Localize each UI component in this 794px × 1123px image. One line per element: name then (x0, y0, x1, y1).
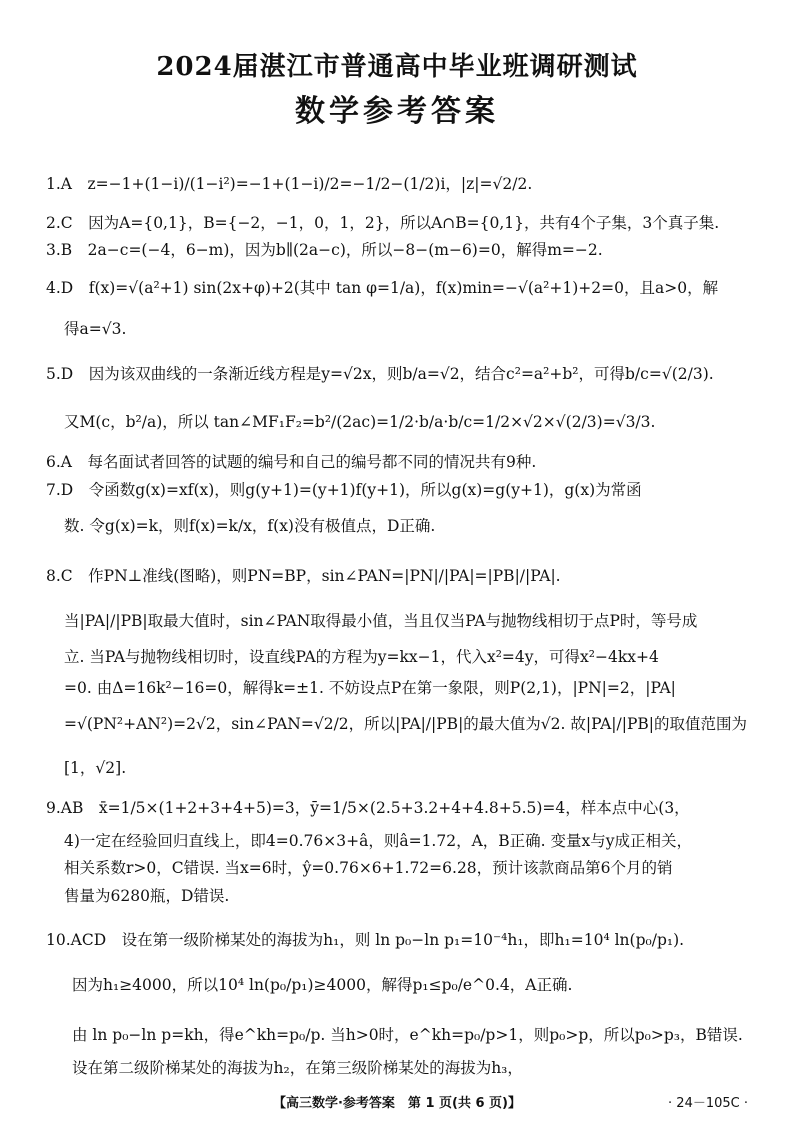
answer-line-1: 1.A z=−1+(1−i)/(1−i²)=−1+(1−i)/2=−1/2−(1/2)i，|z|=√2/2. (46, 175, 533, 193)
answer-line-16: [1，√2]. (64, 759, 127, 777)
answer-line-23: 由 ln p₀−ln p=kh，得e^kh=p₀/p. 当h>0时，e^kh=p₀/p>1，则p₀>p，所以p₀>p₃，B错误. (72, 1026, 743, 1044)
answer-line-21: 10.ACD 设在第一级阶梯某处的海拔为h₁，则 ln p₀−ln p₁=10⁻⁴h₁，即h₁=10⁴ ln(p₀/p₁). (46, 931, 685, 949)
answer-line-8: 6.A 每名面试者回答的试题的编号和自己的编号都不同的情况共有9种. (46, 453, 537, 471)
answer-line-15: =√(PN²+AN²)=2√2，sin∠PAN=√2/2，所以|PA|/|PB|的最大值为√2. 故|PA|/|PB|的取值范围为 (64, 715, 748, 733)
answer-line-19: 相关系数r>0，C错误. 当x=6时，ŷ=0.76×6+1.72=6.28，预计该款商品第6个月的销 (64, 859, 673, 877)
answer-line-3: 3.B 2a−c=(−4，6−m)，因为b∥(2a−c)，所以−8−(m−6)=0，解得m=−2. (46, 241, 603, 259)
answer-line-22: 因为h₁≥4000，所以10⁴ ln(p₀/p₁)≥4000，解得p₁≤p₀/e^0.4，A正确. (72, 976, 573, 994)
page-footer (0, 1092, 794, 1114)
answer-line-2: 2.C 因为A={0,1}，B={−2，−1，0，1，2}，所以A∩B={0,1}，共有4个子集，3个真子集. (46, 214, 720, 232)
answer-line-17: 9.AB x̄=1/5×(1+2+3+4+5)=3，ȳ=1/5×(2.5+3.2+4+4.8+5.5)=4，样本点中心(3， (46, 799, 690, 817)
document-title: 2024届湛江市普通高中毕业班调研测试 (156, 52, 638, 82)
answer-line-20: 售量为6280瓶，D错误. (64, 887, 230, 905)
answer-line-4: 4.D f(x)=√(a²+1) sin(2x+φ)+2(其中 tan φ=1/a)，f(x)min=−√(a²+1)+2=0，且a>0，解 (46, 279, 719, 297)
footer-code: · 24－105C · (668, 1096, 748, 1111)
answer-line-6: 5.D 因为该双曲线的一条渐近线方程是y=√2x，则b/a=√2，结合c²=a²+b²，可得b/c=√(2/3). (46, 365, 714, 383)
answer-line-12: 当|PA|/|PB|取最大值时，sin∠PAN取得最小值，当且仅当PA与抛物线相切于点P时，等号成 (64, 612, 698, 630)
answer-line-24: 设在第二级阶梯某处的海拔为h₂，在第三级阶梯某处的海拔为h₃， (72, 1059, 523, 1077)
answer-line-10: 数. 令g(x)=k，则f(x)=k/x，f(x)没有极值点，D正确. (64, 517, 436, 535)
answer-line-7: 又M(c，b²/a)，所以 tan∠MF₁F₂=b²/(2ac)=1/2·b/a·b/c=1/2×√2×√(2/3)=√3/3. (64, 413, 656, 431)
answer-line-13: 立. 当PA与抛物线相切时，设直线PA的方程为y=kx−1，代入x²=4y，可得x²−4kx+4 (64, 648, 659, 666)
answer-line-5: 得a=√3. (64, 320, 127, 338)
answer-line-9: 7.D 令函数g(x)=xf(x)，则g(y+1)=(y+1)f(y+1)，所以g(x)=g(y+1)，g(x)为常函 (46, 481, 642, 499)
document-subtitle: 数学参考答案 (295, 94, 499, 129)
answer-line-14: =0. 由Δ=16k²−16=0，解得k=±1. 不妨设点P在第一象限，则P(2,1)，|PN|=2，|PA| (64, 679, 676, 697)
answer-line-18: 4)一定在经验回归直线上，即4=0.76×3+â，则â=1.72，A，B正确. 变量x与y成正相关， (64, 832, 693, 850)
answer-line-11: 8.C 作PN⊥准线(图略)，则PN=BP，sin∠PAN=|PN|/|PA|=|PB|/|PA|. (46, 567, 561, 585)
footer-page-info: 【高三数学·参考答案 第 1 页(共 6 页)】 (272, 1096, 522, 1111)
